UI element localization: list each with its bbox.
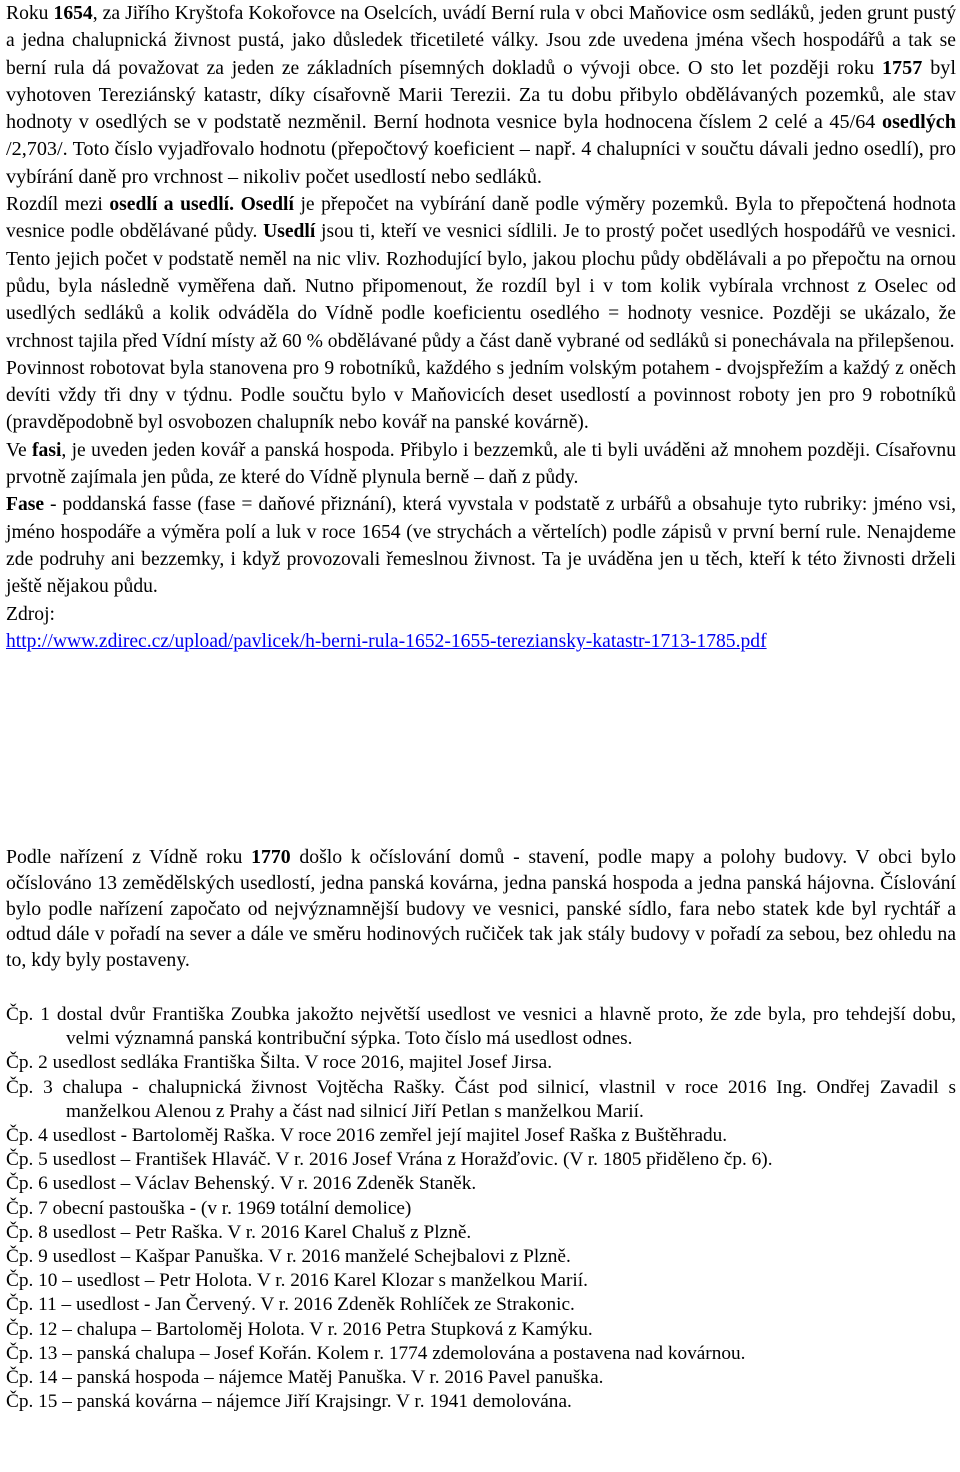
list-item: Čp. 7 obecní pastouška - (v r. 1969 totální demolice) [6,1197,412,1219]
text: Za tu dobu přibylo obdělávaných pozemků, ale stav hodnoty v osedlých se v podstatě nezměnil. [6,83,956,134]
text: Roku [6,3,54,24]
list-item: Čp. 5 usedlost – František Hlaváč. V r. 2016 Josef Vrána z Horažďovic. (V r. 1805 přiděleno čp. 6). [6,1149,773,1171]
text: je přepočet na vybírání daně podle výměry pozemků. Byla to přepočtená hodnota vesnice podle obdělávané půdy. [6,194,956,243]
year-1654: 1654 [53,3,93,24]
term-osedli: Osedlí [240,194,294,216]
paragraph-cislovani [6,845,956,974]
list-item: Čp. 12 – chalupa – Bartoloměj Holota. V r. 2016 Petra Stupková z Kamýku. [6,1318,593,1340]
paragraph-osedli-usedli [6,191,956,355]
term-fase: Fase [6,494,45,516]
list-item: Čp. 10 – usedlost – Petr Holota. V r. 2016 Karel Klozar s manželkou Marií. [6,1270,588,1292]
list-item: Čp. 9 usedlost – Kašpar Panuška. V r. 2016 manželé Schejbalovi z Plzně. [6,1246,571,1268]
source-label: Zdroj: [6,603,55,625]
source-link[interactable]: http://www.zdirec.cz/upload/pavlicek/h-berni-rula-1652-1655-tereziansky-katastr-1713-1785.pdf [6,630,767,652]
list-item: Čp. 11 – usedlost - Jan Červený. V r. 2016 Zdeněk Rohlíček ze Strakonic. [6,1294,575,1316]
text: Ve [6,439,32,461]
house-list [6,1003,956,1414]
text: O sto let později roku [687,56,882,79]
text: /2,703/. [6,138,73,161]
text: - poddanská fasse (fase = daňové přiznání), která vyvstala v podstatě z urbářů a obsahuje tyto rubriky: jméno vsi, jméno hospodáře a výměra polí a luk v roce 1654 (ve strychách a věrtelích) podle zápisů v první berní rule. Nenajdeme zde podruhy ani bezzemky, i když provozovali řemeslnou živnost. Ta je uváděna jen u těch, kteří k této živnosti drželi ještě nějakou půdu. [6,494,956,598]
text: došlo k očíslování domů - stavení, podle mapy a polohy budovy. V obci bylo očíslováno 13 zemědělských usedlostí, jedna panská kovárna, jedna panská hospoda a jedna panská hájovna. Číslování bylo podle nařízení započato od nejvýznamnější budovy ve vesnici, panské sídlo, fara nebo statek kde byl rychtář a odtud dále v pořadí na sever a dále ve směru hodinových ručiček tak jak stály budovy v pořadí za sebou, bez ohledu na to, kdy byly postaveny. [6,846,957,972]
paragraph-berni-rula [6,0,956,191]
list-item: Čp. 3 chalupa - chalupnická živnost Vojtěcha Rašky. Část pod silnicí, vlastnil v roce 2016 Ing. Ondřej Zavadil s manželkou Alenou z Prahy a část nad silnicí Jiří Petlan s manželkou Marií. [6,1076,956,1122]
list-item: Čp. 6 usedlost – Václav Behenský. V r. 2016 Zdeněk Staněk. [6,1173,477,1195]
text: , je uveden jeden kovář a panská hospoda. Přibylo i bezzemků, ale ti byli uváděni až mnohem později. Císařovnu prvotně zajímala jen půda, ze které do Vídně plynula berně – daň z půdy. [6,439,956,489]
paragraph-robota: Povinnost robotovat byla stanovena pro 9 robotníků, každého s jedním volským potahem - dvojspřežím a každý z oněch devíti vždy tři dny v týdnu. Podle součtu bylo v Maňovicích deset usedlostí a povinnost roboty jen pro 9 robotníků (pravděpodobně byl osvobozen chalupník nebo kovář na panské kovárně). [6,357,956,434]
text: jsou ti, kteří ve vesnici sídlili. Je to prostý počet usedlých hospodářů ve vesnici. Tento jejich počet v podstatě neměl na nic vliv. Rozhodující bylo, jakou plochu půdy obdělávali a po přepočtu na ornou půdu, byla následně vyměřena daň. Nutno připomenout, že rozdíl byl i v tom kolik vybírala vrchnost z Oselec od usedlých sedláků a kolik odváděla do Vídně podle koeficientu osedlého = hodnoty vesnice. Později se ukázalo, že vrchnost tajila před Vídní místy až 60 % obdělávané půdy a část daně vybrané od sedláků si ponechávala na přilepšenou. [6,221,956,352]
list-item: Čp. 1 dostal dvůr Františka Zoubka jakožto největší usedlost ve vesnici a hlavně proto, že zde byla, pro tehdejší dobu, velmi významná panská kontribuční sýpka. Toto číslo má usedlost odnes. [6,1004,956,1050]
term-usedli: Usedlí [263,221,316,243]
list-item: Čp. 14 – panská hospoda – nájemce Matěj Panuška. V r. 2016 Pavel panuška. [6,1367,604,1389]
year-1770: 1770 [251,846,291,868]
text: Podle nařízení z Vídně roku [6,846,252,868]
section-cislovani [6,845,956,974]
list-item: Čp. 4 usedlost - Bartoloměj Raška. V roce 2016 zemřel její majitel Josef Raška z Buštěhradu. [6,1125,728,1147]
text: Rozdíl mezi [6,194,110,216]
text: , za Jiřího Kryštofa Kokořovce na Oselcích, uvádí Berní rula v obci Maňovice osm sedláků, jeden grunt pustý a jedna chalupnická živnost pustá, jako důsledek třicetileté války. Jsou zde uvedena jména všech hospodářů a tak se berní rula dá považovat za jeden ze základních písemných dokladů o vývoji obce. [6,3,956,79]
text: byl vyhotoven Tereziánský katastr, díky císařovně Marii Terezii. [6,56,956,106]
term-osedli-a-usedli: osedlí a usedlí. [109,194,235,216]
section-berni-rula [6,0,956,655]
term-osedlych: osedlých [881,111,956,134]
paragraph-fase [6,437,956,492]
source-link-line [6,628,956,655]
list-item: Čp. 2 usedlost sedláka Františka Šilta. V roce 2016, majitel Josef Jirsa. [6,1052,553,1074]
paragraph-fase-definition [6,491,956,600]
year-1757: 1757 [881,56,923,79]
text: Toto číslo vyjadřovalo hodnotu (přepočtový koeficient – např. 4 chalupníci v součtu dávali jedno osedlí), pro vybírání daně pro vrchnost – nikoliv počet usedlostí nebo sedláků. [6,138,957,188]
list-item: Čp. 8 usedlost – Petr Raška. V r. 2016 Karel Chaluš z Plzně. [6,1221,472,1243]
text: Berní hodnota vesnice byla hodnocena číslem 2 celé a 45/64 [373,111,882,134]
list-item: Čp. 13 – panská chalupa – Josef Kořán. Kolem r. 1774 zdemolována a postavena nad kovárnou. [6,1342,746,1364]
list-item: Čp. 15 – panská kovárna – nájemce Jiří Krajsingr. V r. 1941 demolována. [6,1391,572,1413]
term-fasi: fasi [32,439,62,461]
